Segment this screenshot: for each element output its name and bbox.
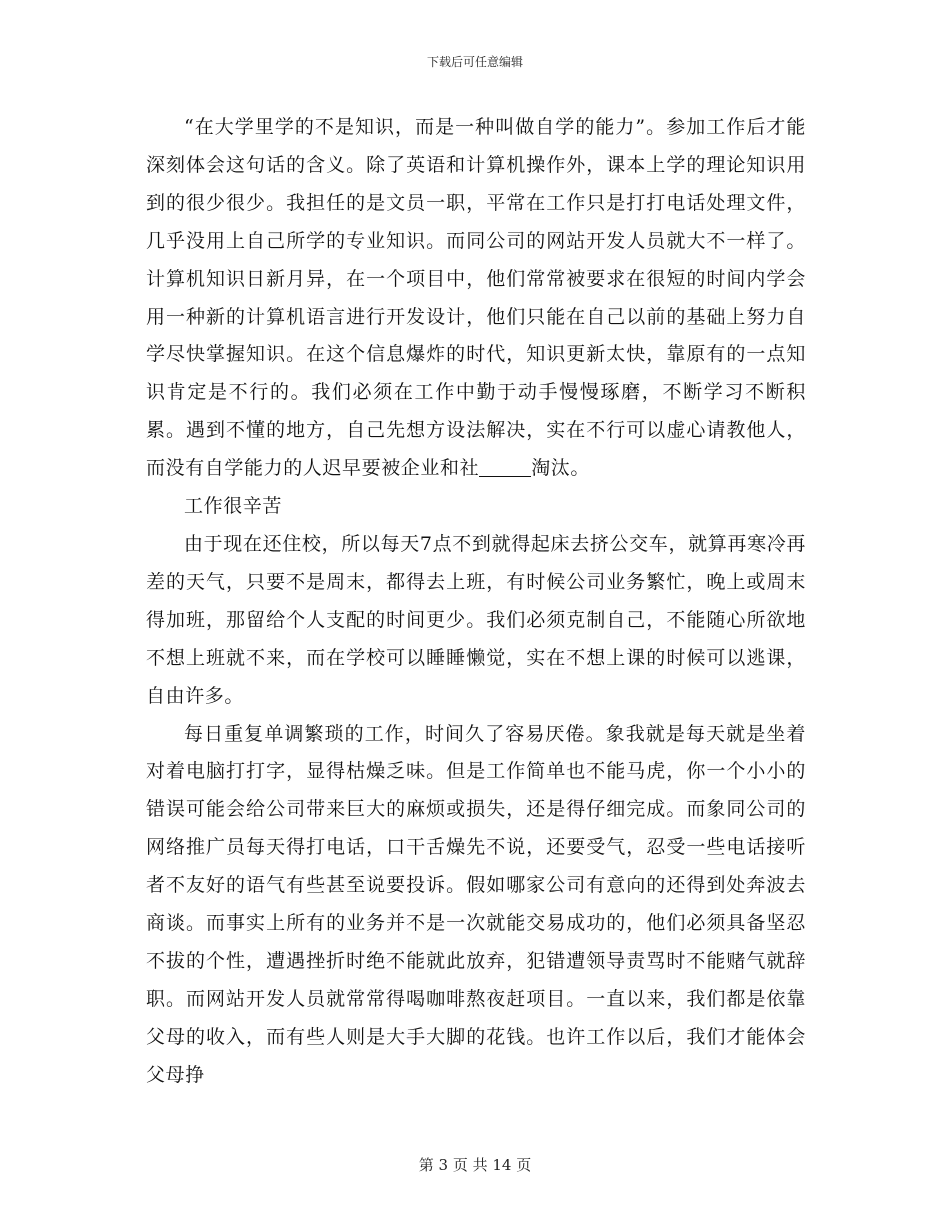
- section-heading: 工作很辛苦: [184, 495, 283, 518]
- fill-in-blank: [479, 457, 531, 477]
- header-note: 下载后可任意编辑: [426, 55, 523, 69]
- paragraph-self-learning-end: 淘汰。: [531, 457, 591, 480]
- paragraph-commute: 由于现在还住校，所以每天7点不到就得起床去挤公交车，就算再寒冷再差的天气，只要不是周末，都得去上班，有时候公司业务繁忙，晚上或周末得加班，那留给个人支配的时间更少。我们必须克制自己，不能随心所欲地不想上班就不来，而在学校可以睡睡懒觉，实在不想上课的时候可以逃课，自由许多。: [146, 532, 806, 707]
- page-number: 第 3 页 共 14 页: [418, 1156, 532, 1174]
- paragraph-self-learning-text: “在大学里学的不是知识，而是一种叫做自学的能力”。参加工作后才能深刻体会这句话的含义。除了英语和计算机操作外，课本上学的理论知识用到的很少很少。我担任的是文员一职，平常在工作只是打打电话处理文件，几乎没用上自己所学的专业知识。而同公司的网站开发人员就大不一样了。计算机知识日新月异，在一个项目中，他们常常被要求在很短的时间内学会用一种新的计算机语言进行开发设计，他们只能在自己以前的基础上努力自学尽快掌握知识。在这个信息爆炸的时代，知识更新太快，靠原有的一点知识肯定是不行的。我们必须在工作中勤于动手慢慢琢磨，不断学习不断积累。遇到不懂的地方，自己先想方设法解决，实在不行可以虚心请教他人，而没有自学能力的人迟早要被企业和社: [146, 116, 806, 480]
- document-body: [146, 109, 806, 1095]
- paragraph-self-learning: [146, 109, 806, 488]
- paragraph-daily-work: 每日重复单调繁琐的工作，时间久了容易厌倦。象我就是每天就是坐着对着电脑打打字，显得枯燥乏味。但是工作简单也不能马虎，你一个小小的错误可能会给公司带来巨大的麻烦或损失，还是得仔细完成。而象同公司的网络推广员每天得打电话，口干舌燥先不说，还要受气，忍受一些电话接听者不友好的语气有些甚至说要投诉。假如哪家公司有意向的还得到处奔波去商谈。而事实上所有的业务并不是一次就能交易成功的，他们必须具备坚忍不拔的个性，遭遇挫折时绝不能就此放弃，犯错遭领导责骂时不能赌气就辞职。而网站开发人员就常常得喝咖啡熬夜赶项目。一直以来，我们都是依靠父母的收入，而有些人则是大手大脚的花钱。也许工作以后，我们才能体会父母挣: [146, 722, 806, 1086]
